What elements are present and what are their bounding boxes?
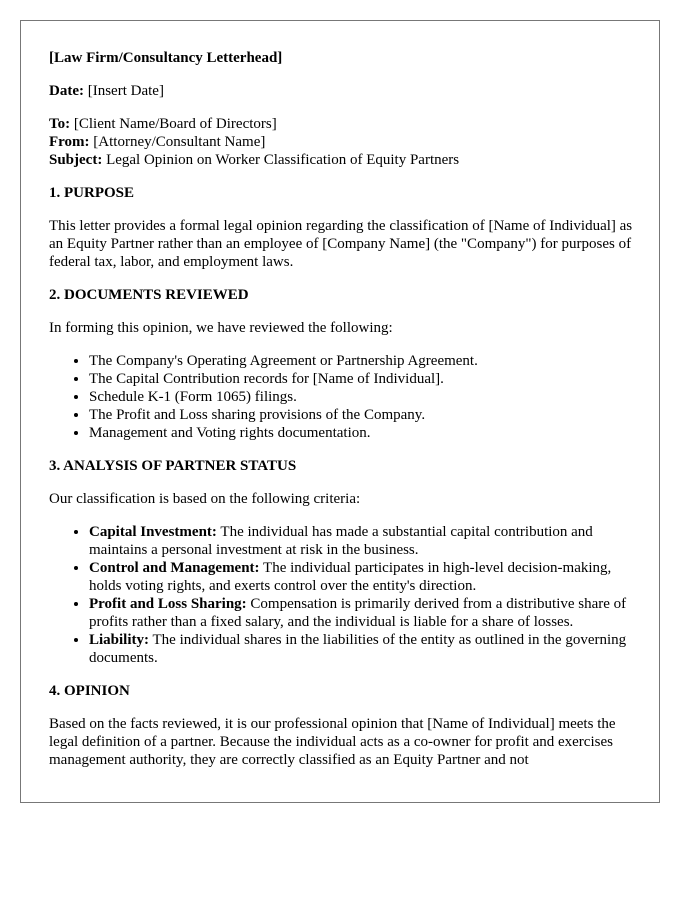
criteria-list [49, 523, 634, 667]
criteria-label: Control and Management: [89, 560, 260, 576]
date-label: Date: [49, 83, 84, 99]
criteria-item [89, 559, 634, 595]
date-value: [Insert Date] [87, 83, 164, 99]
address-block [49, 115, 634, 169]
list-item: • The Capital Contribution records for [Name of Individual]. [89, 370, 634, 388]
criteria-label: Liability: [89, 632, 150, 648]
criteria-text: The individual participates in high-level decision-making, holds voting rights, and exerts control over the entity's direction. [89, 560, 612, 594]
list-item: • Schedule K-1 (Form 1065) filings. [89, 388, 634, 406]
from-label: From: [49, 134, 90, 150]
subject-label: Subject: [49, 152, 103, 168]
analysis-heading: 3. ANALYSIS OF PARTNER STATUS [49, 458, 297, 474]
from-line [49, 133, 634, 151]
subject-value: Legal Opinion on Worker Classification of Equity Partners [106, 152, 460, 168]
criteria-label: Capital Investment: [89, 524, 217, 540]
letter-content [49, 49, 634, 784]
list-item: • The Company's Operating Agreement or Partnership Agreement. [89, 352, 634, 370]
criteria-item [89, 595, 634, 631]
criteria-text: Compensation is primarily derived from a distributive share of profits rather than a fixed salary, and the individual is liable for a share of losses. [89, 596, 627, 630]
documents-list [49, 352, 634, 442]
criteria-text: The individual shares in the liabilities of the entity as outlined in the governing documents. [89, 632, 627, 666]
to-label: To: [49, 116, 71, 132]
analysis-intro: Our classification is based on the following criteria: [49, 491, 361, 507]
to-line [49, 115, 634, 133]
subject-line [49, 151, 634, 169]
letterhead: [Law Firm/Consultancy Letterhead] [49, 50, 283, 66]
criteria-item [89, 631, 634, 667]
date-line [49, 82, 634, 100]
purpose-heading: 1. PURPOSE [49, 185, 135, 201]
criteria-item [89, 523, 634, 559]
opinion-heading: 4. OPINION [49, 683, 130, 699]
to-value: [Client Name/Board of Directors] [73, 116, 277, 132]
opinion-text: Based on the facts reviewed, it is our professional opinion that [Name of Individual] meets the legal definition of a partner. Because the individual acts as a co-owner for profit and exercises management authority, they are correctly classified as an Equity Partner and not [49, 716, 616, 768]
documents-intro: In forming this opinion, we have reviewed the following: [49, 320, 393, 336]
documents-heading: 2. DOCUMENTS REVIEWED [49, 287, 249, 303]
criteria-text: The individual has made a substantial capital contribution and maintains a personal investment at risk in the business. [89, 524, 593, 558]
list-item: • The Profit and Loss sharing provisions of the Company. [89, 406, 634, 424]
from-value: [Attorney/Consultant Name] [93, 134, 266, 150]
letter-page [20, 20, 660, 803]
criteria-label: Profit and Loss Sharing: [89, 596, 247, 612]
purpose-text: This letter provides a formal legal opinion regarding the classification of [Name of Individual] as an Equity Partner rather than an employee of [Company Name] (the "Company") for purposes of federal tax, labor, and employment laws. [49, 218, 633, 270]
list-item: • Management and Voting rights documentation. [89, 424, 634, 442]
